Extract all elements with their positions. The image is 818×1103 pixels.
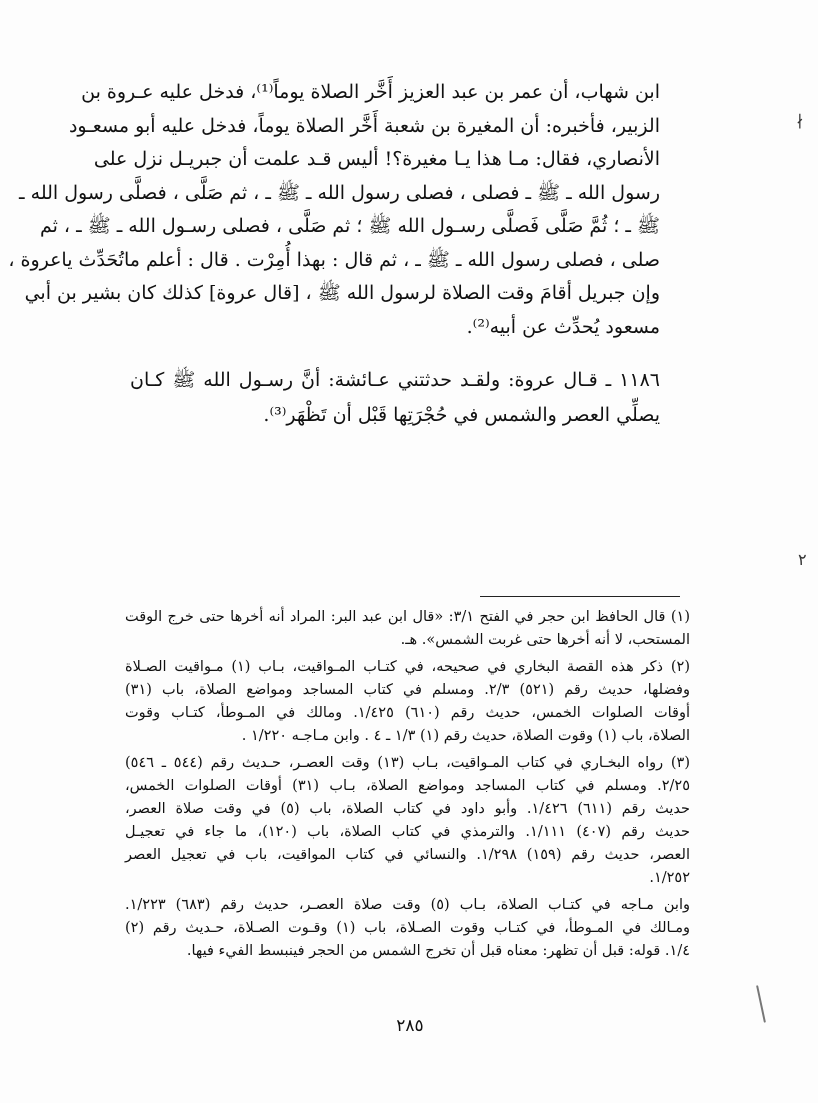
footnote-line: (٢) ذكر هذه القصة البخاري في صحيحه، في كتـاب المـواقيت، بـاب (١) مـواقيت الصـلاة [125, 659, 690, 675]
footnote-line: أوقات الصلوات الخمس، حديث رقم (٦١٠) ١/٤٢٥. ومالك في المـوطأ، كتـاب وقوت [125, 705, 690, 721]
main-text-line: الأنصاري، فقال: مـا هذا يـا مغيرة؟! أليس قـد علمت أن جبريـل نزل على [93, 148, 660, 170]
main-text-line: وإن جبريل أقامَ وقت الصلاة لرسول الله ﷺ ، [قال عروة] كذلك كان بشير بن أبي [24, 282, 660, 304]
footnote-line: ١/٤. قوله: قبل أن تظهر: معناه قبل أن تخرج الشمس من الحجر فينبسط الفيء فيها. [186, 943, 690, 959]
scan-artifact [756, 985, 765, 1022]
main-text-line: رسول الله ـ ﷺ ـ فصلى ، فصلى رسول الله ـ ﷺ ـ ، ثم صَلَّى ، فصلَّى رسول الله ـ [19, 181, 660, 204]
hadith-text-line: يصلِّي العصر والشمس في حُجْرَتِها قَبْل أن تَظْهَر⁽³⁾. [263, 404, 660, 426]
hadith-text-line: ١١٨٦ ـ قـال عروة: ولقـد حدثتني عـائشة: أنَّ رسـول الله ﷺ كـان [130, 369, 660, 391]
footnote-line: وابن مـاجه في كتـاب الصلاة، بـاب (٥) وقت صلاة العصـر، حديث رقم (٦٨٣) ١/٢٢٣. [125, 897, 690, 913]
main-text-line: الزبير، فأخبره: أن المغيرة بن شعبة أَخَّر الصلاة يوماً، فدخل عليه أبو مسعـود [68, 114, 660, 137]
footnote-line: (٣) رواه البخـاري في كتاب المـواقيت، بـاب (١٣) وقت العصـر، حـديث رقم (٥٤٤ ـ ٥٤٦) [125, 755, 690, 771]
footnote-line: المستحب، لا أنه أخرها حتى غربت الشمس». هـ. [400, 632, 690, 648]
margin-mark: ∤ [796, 112, 804, 131]
footnote-line: وفضلها، حديث رقم (٥٢١) ٢/٣. ومسلم في كتاب المساجد ومواضع الصلاة، باب (٣١) [125, 682, 690, 698]
main-text-line: صلى ، فصلى رسول الله ـ ﷺ ـ ، ثم قال : بهذا أُمِرْت . قال : أعلم ماتُحَدِّث ياعروة ، [8, 248, 660, 271]
main-text-line: مسعود يُحدِّث عن أبيه⁽²⁾. [466, 315, 660, 338]
footnote-line: ٢/٢٥. ومسلم في كتاب المساجد ومواضع الصلاة، بـاب (٣١) أوقات الصلوات الخمس، [125, 778, 690, 794]
footnote-3 [125, 752, 690, 963]
footnote-line: العصر، حديث رقم (١٥٩) ١/٢٩٨. والنسائي في كتاب المواقيت، باب في تعجيل العصر [125, 847, 690, 863]
footnote-line: حديث رقم (٦١١) ١/٤٢٦. وأبو داود في كتاب الصلاة، باب (٥) في وقت صلاة العصر، [125, 801, 690, 817]
page-number: ٢٨٥ [396, 1016, 424, 1036]
footnote-line: ١/٢٥٢. [649, 870, 690, 886]
footnote-separator [480, 596, 680, 597]
footnotes [125, 606, 690, 963]
footnote-line: حديث رقم (٤٠٧) ١/١١١. والترمذي في كتاب الصلاة، باب (١٢٠)، ما جاء في تعجيـل [125, 824, 691, 840]
margin-mark: ٢ [798, 550, 807, 569]
footnote-1 [125, 606, 690, 652]
main-paragraph [8, 76, 660, 344]
footnote-line: الصلاة، باب (١) وقوت الصلاة، حديث رقم (١) ١/٣ ـ ٤ . وابن مـاجـه ١/٢٢٠ . [241, 728, 690, 744]
main-text-line: ﷺ ـ ؛ ثُمَّ صَلَّى فَصلَّى رسـول الله ﷺ ؛ ثم صَلَّى ، فصلى رسـول الله ـ ﷺ ـ ، ثم [39, 215, 660, 237]
footnote-2 [125, 656, 690, 748]
footnote-line: (١) قال الحافظ ابن حجر في الفتح ٣/١: «قال ابن عبد البر: المراد أنه أخرها حتى خرج الوقت [125, 609, 691, 625]
main-text-line: ابن شهاب، أن عمر بن عبد العزيز أَخَّر الصلاة يوماً⁽¹⁾، فدخل عليه عـروة بن [81, 81, 660, 103]
hadith-1186 [130, 363, 660, 433]
footnote-line: ومـالك في المـوطأ، في كتـاب وقوت الصـلاة، باب (١) وقـوت الصـلاة، حـديث رقم (٢) [125, 920, 690, 936]
